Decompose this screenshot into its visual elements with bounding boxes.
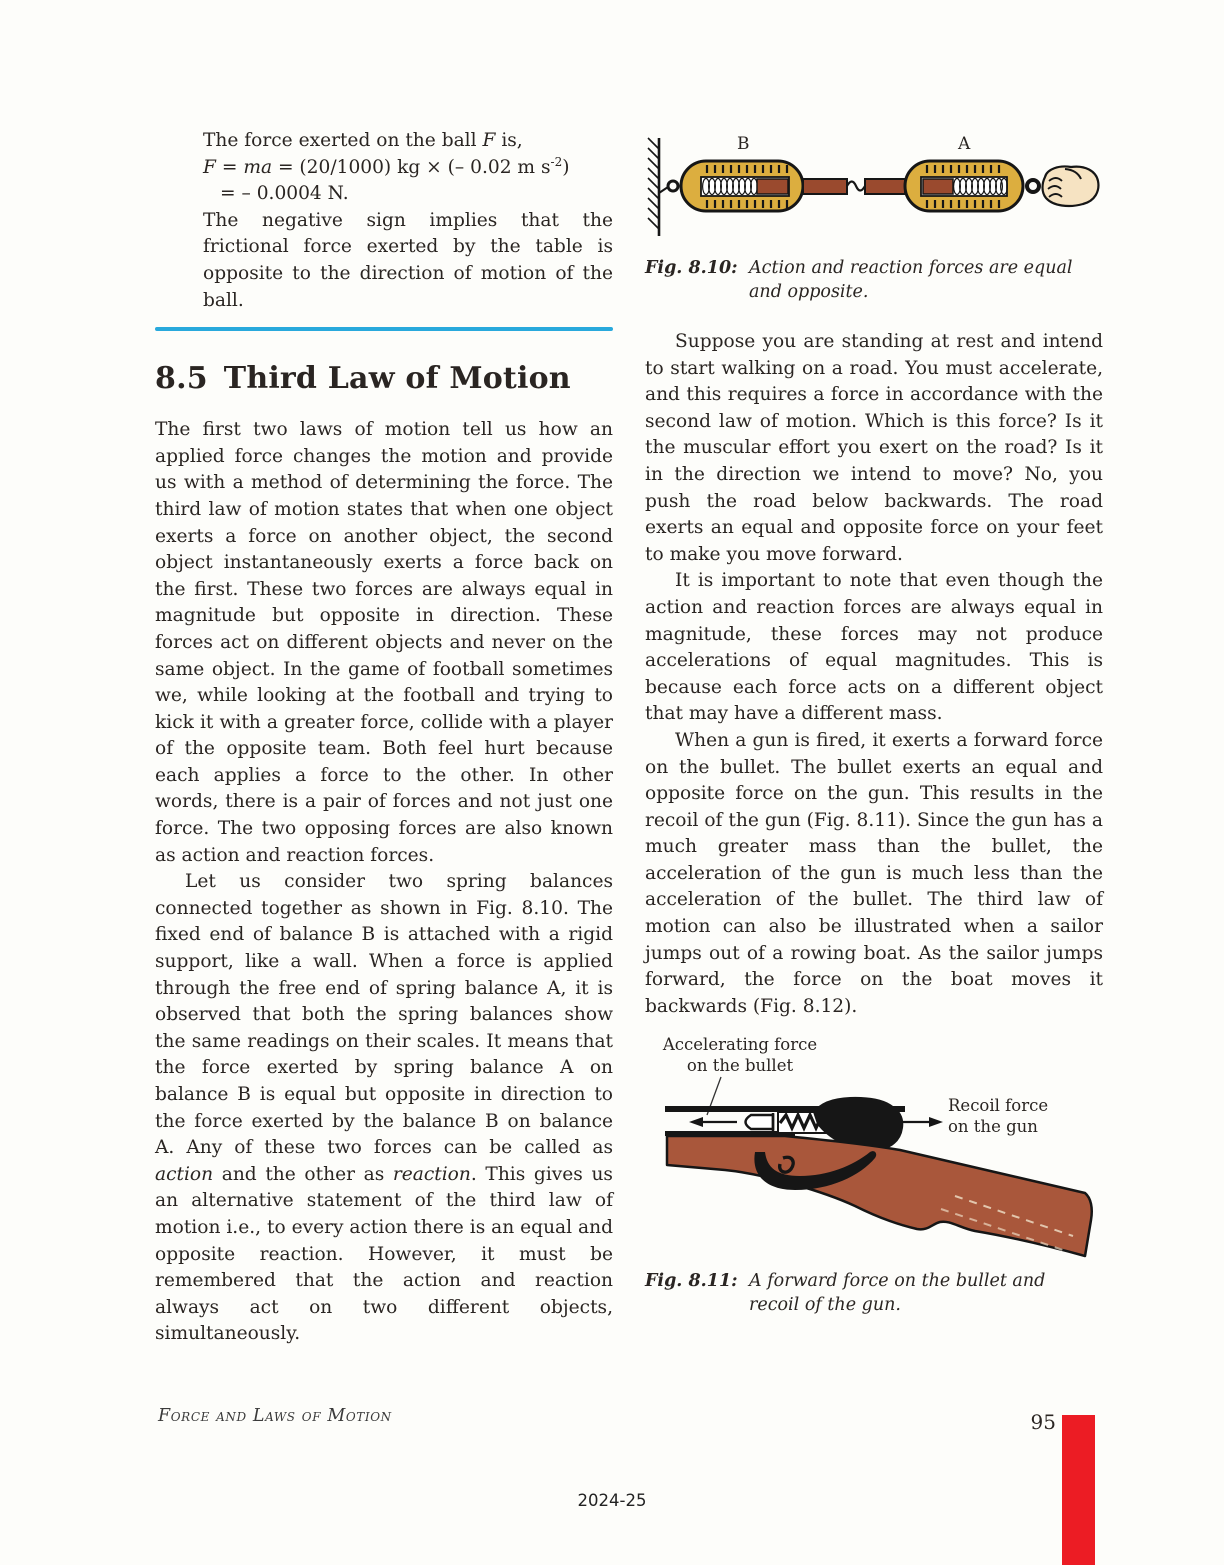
figure-8-10-caption-text: Action and reaction forces are equal and opposite. bbox=[749, 258, 1073, 302]
page-edge-red-bar bbox=[1062, 1415, 1095, 1565]
rod-b bbox=[803, 179, 847, 194]
figure-8-10-caption bbox=[645, 256, 1103, 304]
left-column bbox=[155, 128, 613, 1348]
right-column bbox=[645, 125, 1103, 1317]
ring-right bbox=[1027, 180, 1039, 192]
bullet bbox=[746, 1113, 774, 1131]
figure-8-11-caption bbox=[645, 1269, 1103, 1317]
solution-result: = – 0.0004 N. bbox=[220, 183, 349, 205]
term-action: action bbox=[155, 1163, 214, 1185]
annotation-recoil-force-line1: Recoil force bbox=[948, 1096, 1049, 1116]
section-heading bbox=[155, 362, 613, 396]
running-footer-chapter-title: Force and Laws of Motion bbox=[158, 1406, 392, 1426]
paragraph-spring-balances: Let us consider two spring balances connected together as shown in Fig. 8.10. The fixed end of balance B is attached with a rigid support, like a wall. When a force is applied through the free end of spring balance A, it is observed that both the spring balances show the same readings on their scales. It means that the force exerted by spring balance A on balance B is equal but opposite in direction to the force exerted by the balance B on balance A. Any of these two forces can be called as action and the other as reaction. This gives us an alternative statement of the third law of motion i.e., to every action there is an equal and opposite reaction. However, it must be remembered that the action and reaction always act on two different objects, simultaneously. bbox=[155, 871, 613, 1345]
paragraph-gun-recoil: When a gun is fired, it exerts a forward force on the bullet. The bullet exerts an equal and opposite force on the gun. This results in the recoil of the gun (Fig. 8.11). Since the gun has a much greater mass than the bullet, the acceleration of the gun is much less than the acceleration of the bullet. The third law of motion can also be illustrated when a sailor jumps out of a rowing boat. As the sailor jumps forward, the force on the boat moves it backwards (Fig. 8.12). bbox=[645, 729, 1103, 1017]
hook-link bbox=[847, 182, 865, 191]
accelerating-force-arrow bbox=[689, 1117, 737, 1127]
wall-tether bbox=[659, 187, 668, 193]
variable-F: F bbox=[482, 130, 496, 151]
wall-hatching bbox=[648, 138, 659, 236]
example-solution-block bbox=[155, 128, 613, 314]
exponent: -2 bbox=[550, 154, 563, 169]
section-title: Third Law of Motion bbox=[223, 361, 571, 397]
figure-8-11-caption-label: Fig. 8.11: bbox=[645, 1271, 738, 1292]
balance-a-label: A bbox=[958, 134, 971, 154]
paragraph-third-law-intro: The first two laws of motion tell us how an applied force changes the motion and provide us with a method of determining the force. The third law of motion states that when one object exerts a force on another object, the second object instantaneously exerts a force back on the first. These two forces are always equal in magnitude but opposite in direction. These forces act on different objects and never on the same object. In the game of football sometimes we, while looking at the football and trying to kick it with a greater force, collide with a player of the opposite team. Both feel hurt because each applies a force to the other. In other words, there is a pair of forces and not just one force. The two opposing forces are also known as action and reaction forces. bbox=[155, 419, 613, 866]
page-number: 95 bbox=[1030, 1410, 1056, 1434]
solution-equation: F = ma = (20/1000) kg × (– 0.02 m $s^{-2}$) bbox=[203, 154, 570, 178]
right-column-text bbox=[645, 329, 1103, 1020]
annotation-accelerating-force-line1: Accelerating force bbox=[662, 1035, 818, 1055]
figure-8-10-spring-balances bbox=[645, 125, 1100, 250]
solution-line-1: The force exerted on the ball F is, bbox=[203, 130, 523, 151]
paragraph-unequal-accelerations: It is important to note that even though the action and reaction forces are always equal in magnitude, these forces may not produce accelerations of equal magnitudes. This is because each force acts on a different object that may have a different mass. bbox=[645, 570, 1103, 725]
section-divider-rule bbox=[155, 327, 613, 331]
balance-b-label: B bbox=[737, 134, 750, 154]
ring-left bbox=[668, 181, 678, 191]
edition-year-mark: 2024-25 bbox=[577, 1491, 647, 1510]
figure-8-10-caption-label: Fig. 8.10: bbox=[645, 258, 738, 278]
figure-8-11-caption-text: A forward force on the bullet and recoil of the gun. bbox=[749, 1271, 1046, 1316]
hand-illustration bbox=[1043, 166, 1099, 206]
paragraph-walking-on-road: Suppose you are standing at rest and intend to start walking on a road. You must accelerate, and this requires a force in accordance with the second law of motion. Which is this force? Is it the muscular effort you exert on the road? Is it in the direction we intend to move? No, you push the road below backwards. The road exerts an equal and opposite force on your feet to make you move forward. bbox=[645, 331, 1103, 565]
figure-8-11-gun bbox=[645, 1028, 1100, 1263]
rod-a bbox=[865, 179, 905, 194]
term-reaction: reaction bbox=[392, 1163, 471, 1185]
figure-8-11-block bbox=[645, 1028, 1103, 1317]
annotation-recoil-force-line2: on the gun bbox=[948, 1117, 1038, 1137]
annotation-accelerating-force-line2: on the bullet bbox=[686, 1056, 794, 1076]
solution-explanation: The negative sign implies that the frictional force exerted by the table is opposite to the direction of motion of the ball. bbox=[203, 209, 613, 311]
spring-balance-b bbox=[681, 134, 803, 211]
spring-balance-a bbox=[905, 134, 1023, 211]
section-number: 8.5 bbox=[155, 361, 208, 397]
